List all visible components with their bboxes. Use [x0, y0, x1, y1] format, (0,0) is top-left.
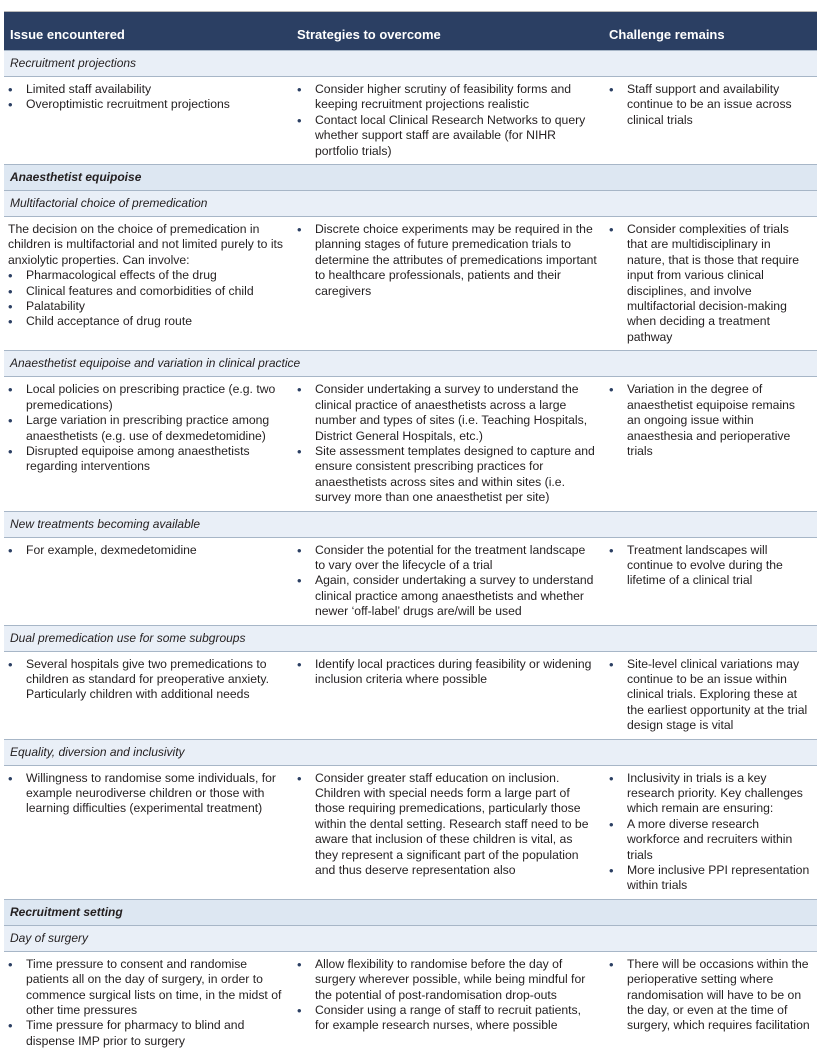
subheading-recruitment-projections: Recruitment projections	[4, 51, 817, 77]
subheading-row	[4, 351, 817, 377]
header-challenge: Challenge remains	[603, 12, 817, 51]
table-row	[4, 77, 817, 165]
list-item: • Palatability	[8, 299, 285, 314]
table-row	[4, 377, 817, 511]
challenge-cell	[603, 537, 817, 625]
list-item: • Limited staff availability	[8, 82, 285, 97]
strategy-cell	[291, 765, 603, 899]
issue-cell	[4, 77, 291, 165]
list-item: • Local policies on prescribing practice (e.g. two premedications)	[8, 382, 285, 413]
table-row	[4, 765, 817, 899]
issue-intro: The decision on the choice of premedication in children is multifactorial and not limited purely to its anxiolytic properties. Can involve:	[8, 222, 284, 267]
challenge-cell	[603, 377, 817, 511]
strategy-cell	[291, 537, 603, 625]
list-item: • Clinical features and comorbidities of child	[8, 284, 285, 299]
list-item: • Time pressure for pharmacy to blind and dispense IMP prior to surgery	[8, 1018, 285, 1049]
list-item: • Pharmacological effects of the drug	[8, 268, 285, 283]
subheading-row	[4, 51, 817, 77]
list-item: • More inclusive PPI representation within trials	[609, 863, 811, 894]
list-item: • Identify local practices during feasibility or widening inclusion criteria where possible	[297, 657, 597, 688]
list-item: • Treatment landscapes will continue to evolve during the lifetime of a clinical trial	[609, 543, 811, 589]
subheading-equality: Equality, diversion and inclusivity	[4, 739, 817, 765]
list-item: • Consider complexities of trials that are multidisciplinary in nature, that is those that require input from various clinical disciplines, and involve multifactorial decision-making when deciding a treatment pathway	[609, 222, 811, 345]
table-row	[4, 951, 817, 1054]
list-item: • Consider the potential for the treatment landscape to vary over the lifecycle of a trial	[297, 543, 597, 574]
list-item: • Discrete choice experiments may be required in the planning stages of future premedication trials to determine the attributes of premedications important to healthcare professionals, patients and their caregivers	[297, 222, 597, 299]
header-issue: Issue encountered	[4, 12, 291, 51]
challenges-table	[4, 12, 817, 1054]
table-row	[4, 537, 817, 625]
subheading-multifactorial-choice: Multifactorial choice of premedication	[4, 191, 817, 217]
list-item: • Site-level clinical variations may continue to be an issue within clinical trials. Exploring these at the earliest opportunity at the trial design stage is vital	[609, 657, 811, 734]
list-item: • Site assessment templates designed to capture and ensure consistent prescribing practices for anaesthetists across sites and within sites (i.e. survey more than one anaesthetist per site)	[297, 444, 597, 506]
subheading-row	[4, 625, 817, 651]
list-item: • Allow flexibility to randomise before the day of surgery wherever possible, while being mindful for the potential of post-randomisation drop-outs	[297, 957, 597, 1003]
strategy-cell	[291, 377, 603, 511]
challenge-cell	[603, 951, 817, 1054]
list-item: • Time pressure to consent and randomise patients all on the day of surgery, in order to commence surgical lists on time, in the midst of other time pressures	[8, 957, 285, 1019]
issue-cell	[4, 765, 291, 899]
list-item: • Several hospitals give two premedications to children as standard for preoperative anxiety. Particularly children with additional needs	[8, 657, 285, 703]
list-item: • For example, dexmedetomidine	[8, 543, 285, 558]
list-item: • Consider greater staff education on inclusion. Children with special needs form a large part of those requiring premedications, particularly those within the dental setting. Research staff need to be aware that inclusion of these children is vital, as they represent a significant part of the population and thus deserve representation also	[297, 771, 597, 879]
list-item: • There will be occasions within the perioperative setting where randomisation will have to be on the day, or even at the time of surgery, which requires facilitation	[609, 957, 811, 1034]
section-row	[4, 899, 817, 925]
top-rule	[4, 0, 817, 12]
table-row	[4, 651, 817, 739]
subheading-row	[4, 925, 817, 951]
challenge-cell	[603, 77, 817, 165]
list-item: • Contact local Clinical Research Networks to query whether support staff are available (for NIHR portfolio trials)	[297, 113, 597, 159]
strategy-cell	[291, 217, 603, 351]
issue-cell	[4, 651, 291, 739]
list-item: • A more diverse research workforce and recruiters within trials	[609, 817, 811, 863]
list-item: • Disrupted equipoise among anaesthetists regarding interventions	[8, 444, 285, 475]
challenge-cell	[603, 765, 817, 899]
strategy-cell	[291, 651, 603, 739]
challenge-cell	[603, 217, 817, 351]
list-item: • Consider using a range of staff to recruit patients, for example research nurses, where possible	[297, 1003, 597, 1034]
section-anaesthetist-equipoise: Anaesthetist equipoise	[4, 165, 817, 191]
list-item: • Inclusivity in trials is a key research priority. Key challenges which remain are ensuring:	[609, 771, 811, 817]
list-item: • Large variation in prescribing practice among anaesthetists (e.g. use of dexmedetomidine)	[8, 413, 285, 444]
strategy-cell	[291, 951, 603, 1054]
subheading-day-of-surgery: Day of surgery	[4, 925, 817, 951]
list-item: • Again, consider undertaking a survey to understand clinical practice among anaesthetists and whether newer ‘off-label’ drugs are/will be used	[297, 573, 597, 619]
issue-cell	[4, 377, 291, 511]
list-item: • Willingness to randomise some individuals, for example neurodiverse children or those with learning difficulties (experimental treatment)	[8, 771, 285, 817]
subheading-equipoise-variation: Anaesthetist equipoise and variation in clinical practice	[4, 351, 817, 377]
subheading-row	[4, 191, 817, 217]
list-item: • Overoptimistic recruitment projections	[8, 97, 285, 112]
header-strategies: Strategies to overcome	[291, 12, 603, 51]
subheading-row	[4, 739, 817, 765]
issue-cell	[4, 537, 291, 625]
subheading-row	[4, 511, 817, 537]
list-item: • Child acceptance of drug route	[8, 314, 285, 329]
list-item: • Consider higher scrutiny of feasibility forms and keeping recruitment projections realistic	[297, 82, 597, 113]
section-recruitment-setting: Recruitment setting	[4, 899, 817, 925]
challenge-cell	[603, 651, 817, 739]
list-item: • Staff support and availability continue to be an issue across clinical trials	[609, 82, 811, 128]
issue-cell	[4, 951, 291, 1054]
subheading-new-treatments: New treatments becoming available	[4, 511, 817, 537]
strategy-cell	[291, 77, 603, 165]
subheading-dual-premedication: Dual premedication use for some subgroups	[4, 625, 817, 651]
section-row	[4, 165, 817, 191]
list-item: • Variation in the degree of anaesthetist equipoise remains an ongoing issue within anaesthesia and perioperative trials	[609, 382, 811, 459]
issue-cell	[4, 217, 291, 351]
list-item: • Consider undertaking a survey to understand the clinical practice of anaesthetists across a large number and types of sites (i.e. Teaching Hospitals, District General Hospitals, etc.)	[297, 382, 597, 444]
table-row	[4, 217, 817, 351]
header-row	[4, 12, 817, 51]
